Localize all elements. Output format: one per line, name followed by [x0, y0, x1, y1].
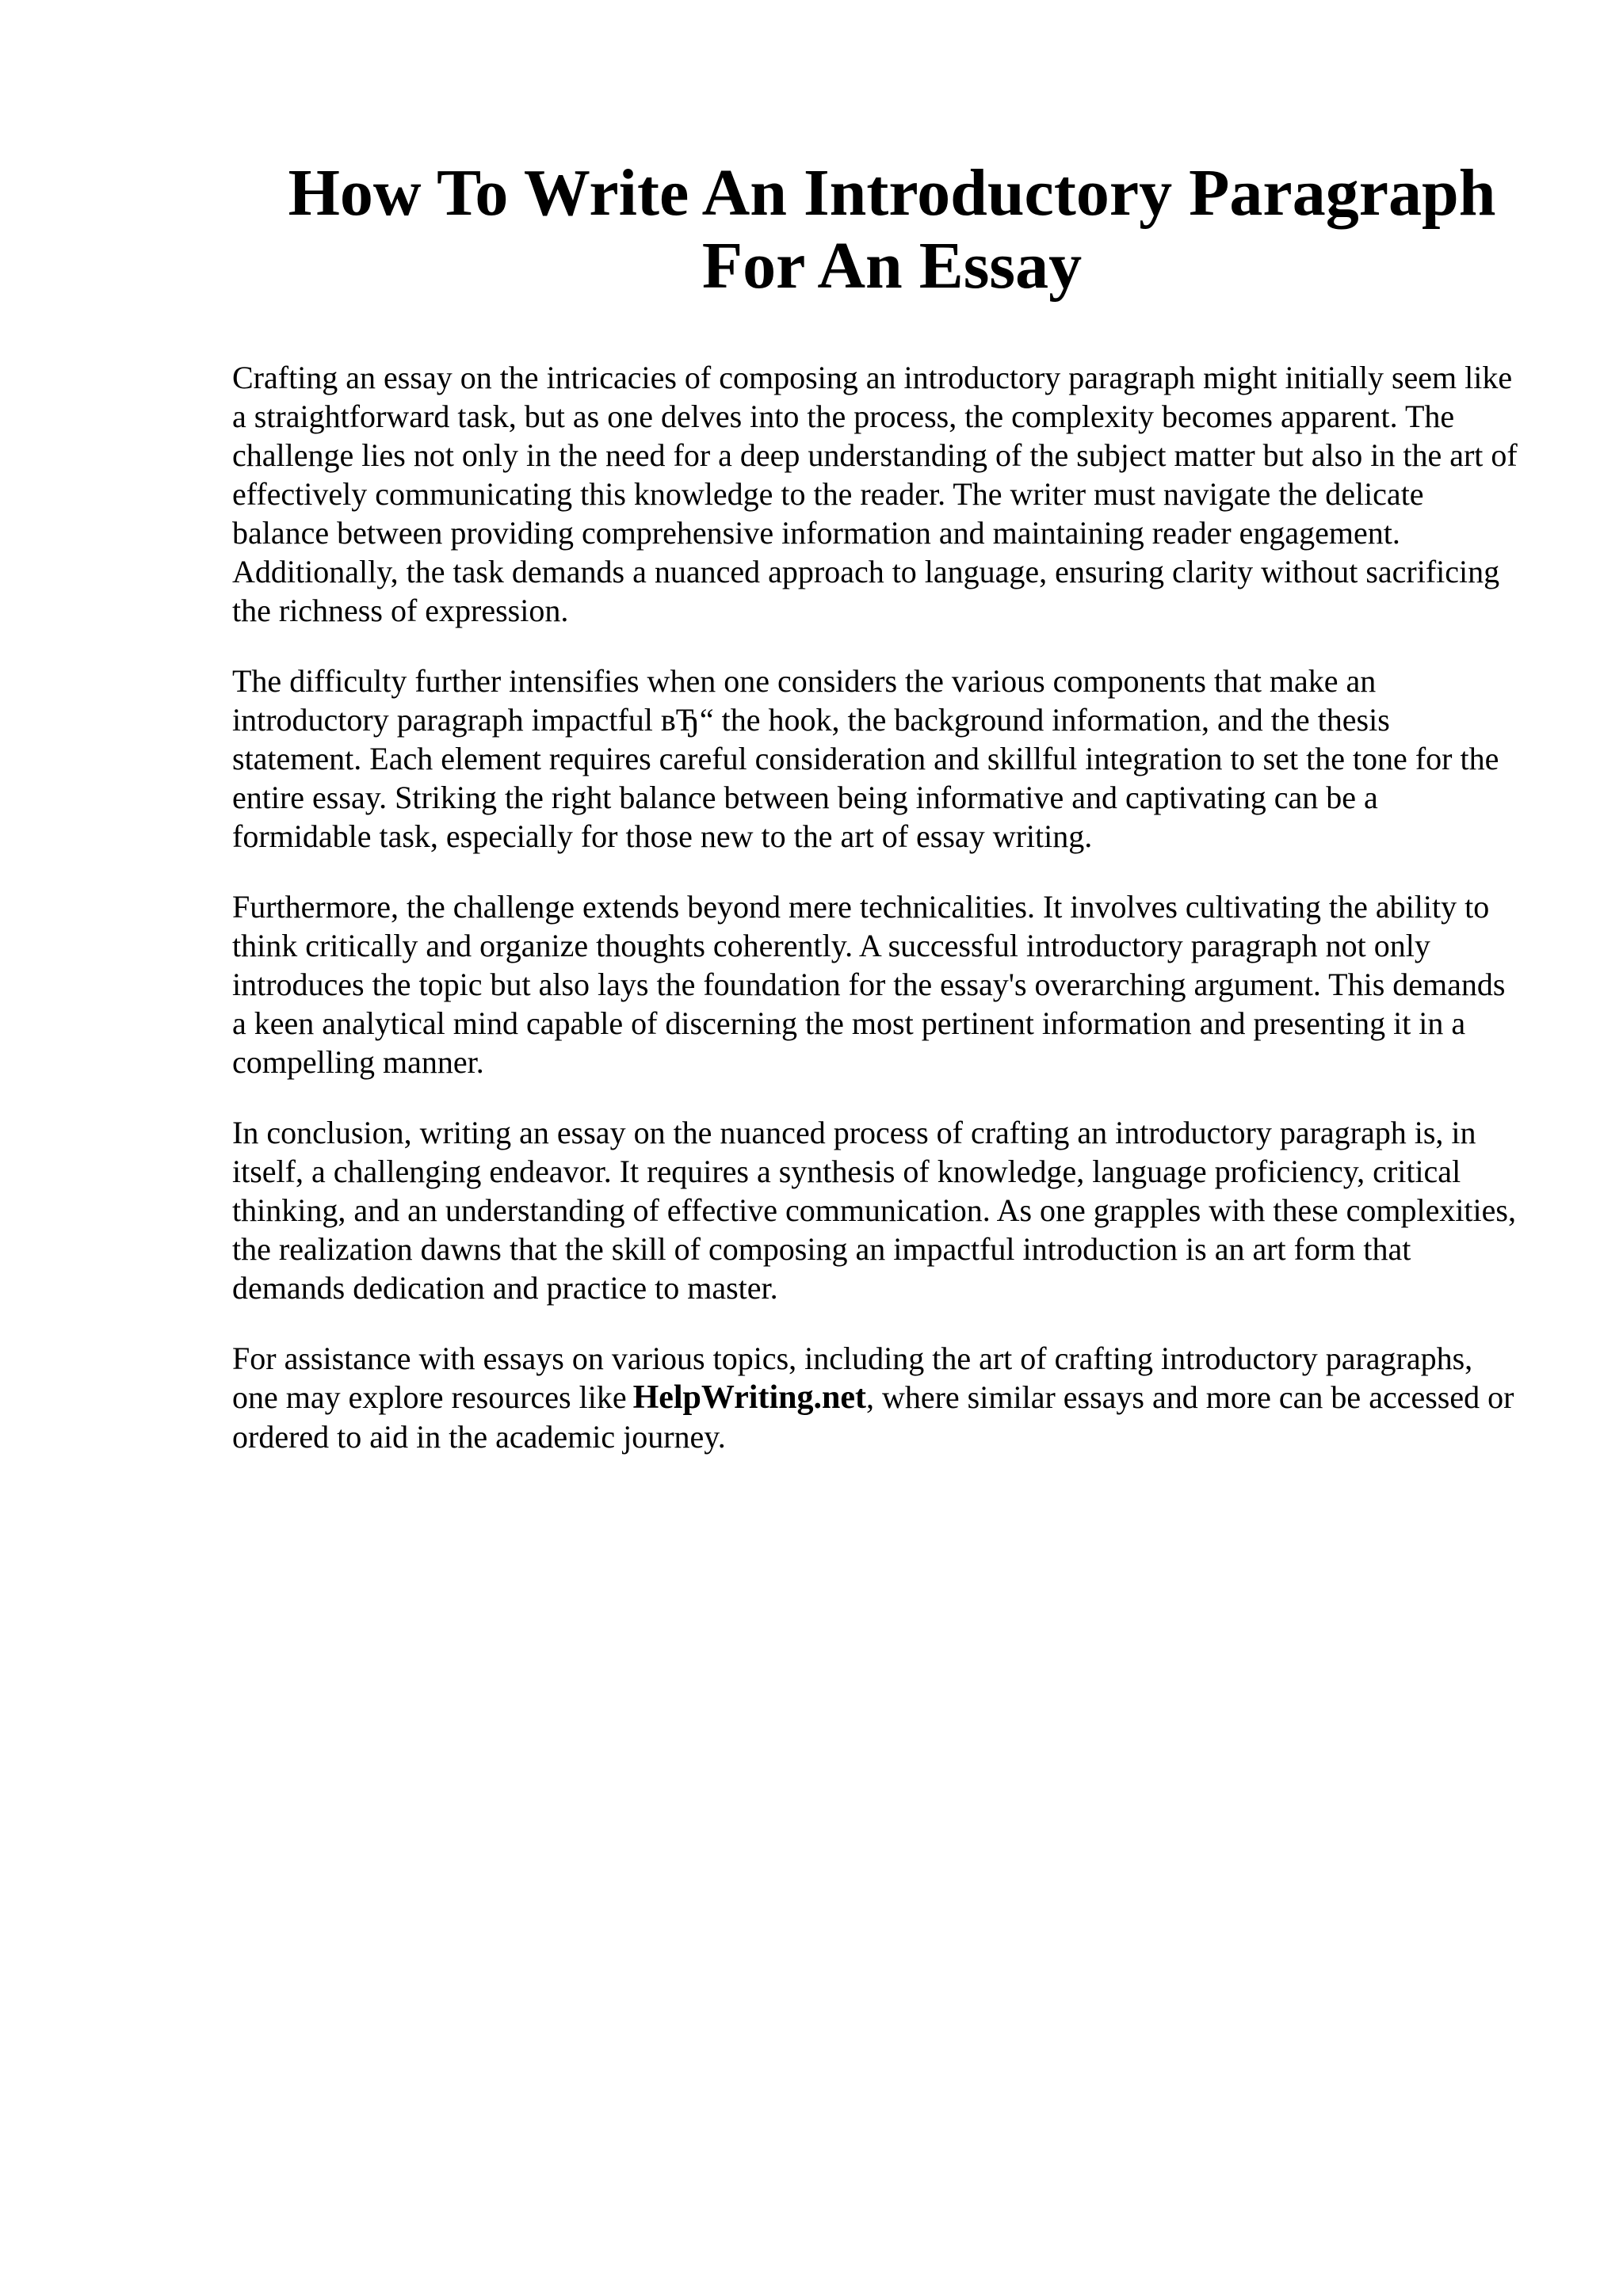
body-paragraph-3: Furthermore, the challenge extends beyond mere technicalities. It involves cultivating the ability to think critically and organize thoughts coherently. A successful introductory paragraph not only introduces the topic but also lays the foundation for the essay's overarching argument. This demands a keen analytical mind capable of discerning the most pertinent information and presenting it in a compelling manner. — [232, 889, 1506, 1080]
document-title-line-1: How To Write An Introductory Paragraph — [288, 156, 1496, 230]
body-paragraph-1: Crafting an essay on the intricacies of composing an introductory paragraph might initially seem like a straightforward task, but as one delves into the process, the complexity becomes apparent. The challenge lies not only in the need for a deep understanding of the subject matter but also in the art of effectively communicating this knowledge to the reader. The writer must navigate the delicate balance between providing comprehensive information and maintaining reader engagement. Additionally, the task demands a nuanced approach to language, ensuring clarity without sacrificing the richness of expression. — [232, 360, 1518, 628]
body-paragraph-2: The difficulty further intensifies when one considers the various components that make an introductory paragraph impactful вЂ“ the hook, the background information, and the thesis statement. Each element requires careful consideration and skillful integration to set the tone for the entire essay. Striking the right balance between being informative and captivating can be a formidable task, especially for those new to the art of essay writing. — [232, 663, 1499, 854]
document-title — [232, 157, 1520, 303]
document-title-line-2: For An Essay — [701, 229, 1083, 303]
body-paragraph-4: In conclusion, writing an essay on the nuanced process of crafting an introductory paragraph is, in itself, a challenging endeavor. It requires a synthesis of knowledge, language proficiency, critical thinking, and an understanding of effective communication. As one grapples with these complexities, the realization dawns that the skill of composing an impactful introduction is an art form that demands dedication and practice to master. — [232, 1115, 1516, 1306]
closing-text-before: For assistance with essays on various topics, including the art of crafting introductory paragraphs, one may explore resources like — [232, 1341, 1473, 1415]
closing-text-after: , where similar essays and more can be accessed or ordered to aid in the academic journey. — [232, 1379, 1514, 1455]
closing-paragraph — [232, 1339, 1520, 1456]
helpwriting-link[interactable]: HelpWriting.net — [632, 1379, 866, 1416]
